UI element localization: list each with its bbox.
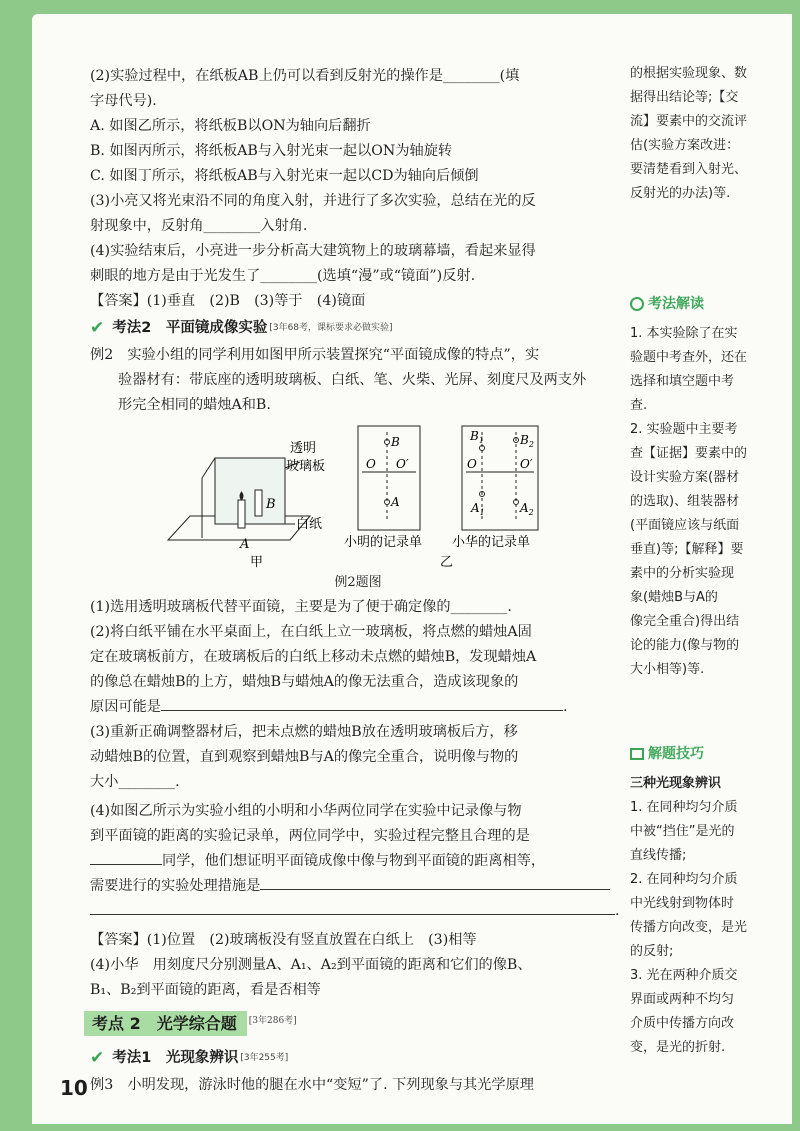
check-icon: ✔ xyxy=(90,318,105,338)
side-top-1: 的根据实验现象、数 xyxy=(630,66,748,81)
side-heading-kaofa-text: 考法解读 xyxy=(648,296,704,312)
p4-line2: 到平面镜的距离的实验记录单，两位同学中，实验过程完整且合理的是 xyxy=(90,828,530,844)
side-t2-1: 2. 在同种均匀介质 xyxy=(630,872,738,887)
p3-line1: (3)重新正确调整器材后，把未点燃的蜡烛B放在透明玻璃板后方，移 xyxy=(90,724,518,740)
side-tips-title: 三种光现象辨识 xyxy=(630,776,722,791)
xiaohua-a2: $A_2$ xyxy=(520,501,534,517)
side-s1-4: 查. xyxy=(630,398,648,413)
xiaohua-o: O xyxy=(467,457,477,471)
side-heading-jieti-text: 解题技巧 xyxy=(648,746,704,762)
q3-line2: 射现象中，反射角________入射角. xyxy=(90,218,308,234)
figure-caption: 例2题图 xyxy=(334,575,382,590)
p4-line4: 需要进行的实验处理措施是 xyxy=(90,874,626,899)
side-heading-jieti xyxy=(630,742,780,766)
side-t1-2: 中被“挡住”是光的 xyxy=(630,824,735,839)
side-s2-5: (平面镜应该与纸面 xyxy=(630,518,740,533)
side-s1-2: 验题中考查外，还在 xyxy=(630,350,748,365)
page xyxy=(32,14,792,1124)
q3-line1: (3)小亮又将光束沿不同的角度入射，并进行了多次实验，总结在光的反 xyxy=(90,193,536,209)
paper-label: 白纸 xyxy=(296,517,323,532)
magnifier-icon xyxy=(630,297,644,311)
q4-line2: 刺眼的地方是由于光发生了________(选填“漫”或“镜面”)反射. xyxy=(90,268,476,284)
section-heading-2 xyxy=(90,316,626,341)
side-spacer xyxy=(630,206,780,286)
side-t3-3: 介质中传播方向改 xyxy=(630,1016,735,1031)
xiaohua-a1: $A_1$ xyxy=(471,501,485,517)
answer-2-line3: B₁、B₂到平面镜的距离，看是否相等 xyxy=(90,982,321,998)
side-top-5: 要清楚看到入射光、 xyxy=(630,162,748,177)
section-tag: [3年68考，课标要求必做实验] xyxy=(269,323,393,333)
main-column xyxy=(90,64,626,1098)
xiaohua-o2: O′ xyxy=(520,457,533,471)
side-spacer-2 xyxy=(630,682,780,736)
glass-label-2: 玻璃板 xyxy=(286,459,326,474)
answer-1: 【答案】(1)垂直 (2)B (3)等于 (4)镜面 xyxy=(90,293,366,309)
section-heading-1 xyxy=(90,1046,626,1071)
p4-line3: 同学，他们想证明平面镜成像中像与物到平面镜的距离相等， xyxy=(90,849,626,874)
side-t3-1: 3. 光在两种介质交 xyxy=(630,968,738,983)
side-s2-7: 素中的分析实验现 xyxy=(630,566,735,581)
p1: (1)选用透明玻璃板代替平面镜，主要是为了便于确定像的________. xyxy=(90,599,512,615)
glass-plate xyxy=(215,458,285,524)
example2-line1: 例2 实验小组的同学利用如图甲所示装置探究“平面镜成像的特点”，实 xyxy=(90,347,540,363)
example2-line3: 形完全相同的蜡烛A和B. xyxy=(118,397,271,413)
glass-label-1: 透明 xyxy=(290,441,317,456)
xiaoming-b: B xyxy=(391,435,400,449)
p3-line2: 动蜡烛B的位置，直到观察到蜡烛B与A的像完全重合，说明像与物的 xyxy=(90,749,519,765)
side-t3-4: 变，是光的折射. xyxy=(630,1040,726,1055)
xiaoming-o: O xyxy=(366,457,376,471)
side-t2-2: 中光线射到物体时 xyxy=(630,896,735,911)
side-top-4: 估(实验方案改进： xyxy=(630,138,740,153)
side-s2-3: 设计实验方案(器材 xyxy=(630,470,740,485)
side-s2-1: 2. 实验题中主要考 xyxy=(630,422,738,437)
q4-line1: (4)实验结束后，小亮进一步分析高大建筑物上的玻璃幕墙，看起来显得 xyxy=(90,243,536,259)
caption-jia: 甲 xyxy=(250,555,264,570)
section-title: 考法2 平面镜成像实验 xyxy=(112,320,268,336)
section-title-1: 考法1 光现象辨识 xyxy=(112,1049,239,1066)
side-s2-4: 的选取)、组装器材 xyxy=(630,494,740,509)
xiaoming-title: 小明的记录单 xyxy=(344,535,423,550)
side-top-6: 反射光的办法)等. xyxy=(630,186,731,201)
side-top-3: 流】要素中的交流评 xyxy=(630,114,748,129)
xiaoming-sheet xyxy=(358,426,420,530)
side-s2-8: 象(蜡烛B与A的 xyxy=(630,590,718,605)
example2-line2: 验器材有：带底座的透明玻璃板、白纸、笔、火柴、光屏、刻度尺及两支外 xyxy=(118,372,587,388)
p2-line3: 的像总在蜡烛B的上方，蜡烛B与蜡烛A的像无法重合，造成该现象的 xyxy=(90,674,519,690)
side-s2-2: 查【证据】要素中的 xyxy=(630,446,748,461)
example3-line1: 例3 小明发现，游泳时他的腿在水中“变短”了. 下列现象与其光学原理 xyxy=(90,1076,534,1093)
side-s1-3: 选择和填空题中考 xyxy=(630,374,735,389)
q2-line2: 字母代号). xyxy=(90,93,157,109)
side-t1-1: 1. 在同种均匀介质 xyxy=(630,800,738,815)
p4-line5: . xyxy=(90,899,626,924)
kaodian-tag: [3年286考] xyxy=(248,1016,297,1026)
candle-a-label: A xyxy=(240,537,250,552)
side-t2-3: 传播方向改变，是光 xyxy=(630,920,748,935)
xiaohua-b2: $B_2$ xyxy=(520,433,534,449)
p2-line2: 定在玻璃板前方，在玻璃板后的白纸上移动未点燃的蜡烛B，发现蜡烛A xyxy=(90,649,537,665)
p4-line1: (4)如图乙所示为实验小组的小明和小华两位同学在实验中记录像与物 xyxy=(90,803,522,819)
figure-svg xyxy=(90,420,626,570)
side-s1-1: 1. 本实验除了在实 xyxy=(630,326,738,341)
side-s2-11: 大小相等)等. xyxy=(630,662,705,677)
side-t2-4: 的反射; xyxy=(630,944,674,959)
check-icon-2: ✔ xyxy=(90,1047,105,1068)
candle-a xyxy=(238,500,245,528)
p2-line4: 原因可能是 . xyxy=(90,695,626,720)
q2-line1: (2)实验过程中，在纸板AB上仍可以看到反射光的操作是________(填 xyxy=(90,68,520,84)
sidebar xyxy=(630,62,780,1060)
answer-2-line1: 【答案】(1)位置 (2)玻璃板没有竖直放置在白纸上 (3)相等 xyxy=(90,932,477,948)
p2-line1: (2)将白纸平铺在水平桌面上，在白纸上立一玻璃板，将点燃的蜡烛A固 xyxy=(90,624,532,640)
xiaohua-b1: $B_1$ xyxy=(470,429,484,445)
side-s2-9: 像完全重合)得出结 xyxy=(630,614,740,629)
section-tag-1: [3年255考] xyxy=(240,1052,289,1063)
candle-b xyxy=(255,490,262,516)
candle-flame xyxy=(240,492,243,500)
caption-yi: 乙 xyxy=(440,555,454,570)
side-t1-3: 直线传播; xyxy=(630,848,687,863)
figure xyxy=(90,420,626,570)
xiaohua-title: 小华的记录单 xyxy=(452,535,531,550)
side-heading-kaofa xyxy=(630,292,780,316)
side-s2-10: 论的能力(像与物的 xyxy=(630,638,740,653)
p3-line3: 大小________. xyxy=(90,774,180,790)
glass-edge xyxy=(202,458,215,478)
side-top-2: 据得出结论等;【交 xyxy=(630,90,739,105)
side-s2-6: 垂直)等;【解释】要 xyxy=(630,542,744,557)
option-a: A. 如图乙所示，将纸板B以ON为轴向后翻折 xyxy=(90,118,371,134)
answer-2-line2: (4)小华 用刻度尺分别测量A、A₁、A₂到平面镜的距离和它们的像B、 xyxy=(90,957,532,973)
kaodian-badge: 考点 2 光学综合题 xyxy=(84,1011,247,1036)
xiaoming-a: A xyxy=(391,495,400,509)
kaodian-heading xyxy=(84,1009,626,1038)
book-icon xyxy=(630,748,644,760)
side-t3-2: 界面或两种不均匀 xyxy=(630,992,735,1007)
page-number: 10 xyxy=(60,1076,88,1100)
option-b: B. 如图丙所示，将纸板AB与入射光束一起以ON为轴旋转 xyxy=(90,143,453,159)
option-c: C. 如图丁所示，将纸板AB与入射光束一起以CD为轴向后倾倒 xyxy=(90,168,479,184)
candle-b-label: B xyxy=(266,497,276,512)
xiaoming-o2: O′ xyxy=(396,457,409,471)
